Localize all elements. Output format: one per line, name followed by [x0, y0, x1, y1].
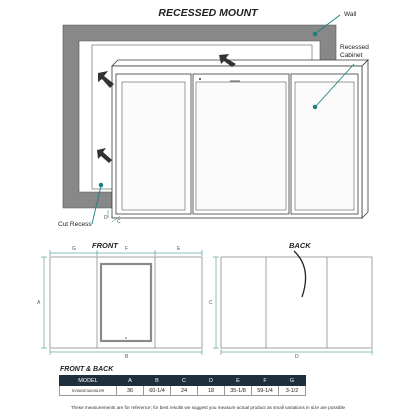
front-dim-e: E [177, 246, 181, 252]
table-heading: FRONT & BACK [60, 366, 114, 373]
table-cell-model: SV3MGE3624SLRR [60, 386, 117, 396]
table-header-cell: C [171, 376, 198, 386]
table-cell: 3-1/2 [279, 386, 306, 396]
front-view [50, 257, 202, 348]
spec-table [59, 375, 306, 396]
table-cell: 35-1/8 [225, 386, 252, 396]
front-dim-f: F [125, 246, 129, 252]
table-cell: 60-1/4 [144, 386, 171, 396]
table-header-cell: MODEL [60, 376, 117, 386]
table-cell: 36 [117, 386, 144, 396]
front-view-label: FRONT [92, 241, 118, 250]
table-header-cell: A [117, 376, 144, 386]
front-dim-b: B [125, 354, 129, 360]
cut-recess-label: Cut Recess [58, 221, 92, 228]
table-cell: 24 [171, 386, 198, 396]
callout-dot-icon [313, 32, 317, 36]
wall-label: Wall [344, 11, 357, 18]
table-row [60, 386, 306, 396]
table-header-cell: G [279, 376, 306, 386]
table-header-cell: D [198, 376, 225, 386]
recessed-cabinet-label: Recessed Cabinet [340, 44, 369, 59]
front-dim-a: A [37, 300, 41, 306]
back-view [221, 257, 372, 348]
table-header-cell: F [252, 376, 279, 386]
callout-dot-icon [99, 183, 103, 187]
reference-note: These measurements are for reference; for best results we suggest you measure actual product as small variations in size are possible [70, 405, 346, 410]
iso-dim-d: D [104, 215, 108, 221]
back-view-label: BACK [289, 241, 311, 250]
table-header-cell: E [225, 376, 252, 386]
table-cell: 59-1/4 [252, 386, 279, 396]
front-dim-g: G [72, 246, 76, 252]
front-mirror-frame [101, 264, 151, 341]
callout-dot-icon [313, 105, 317, 109]
table-cell: 18 [198, 386, 225, 396]
page-title: RECESSED MOUNT [158, 7, 258, 19]
iso-dim-c: C [117, 219, 121, 225]
recessed-cabinet [112, 60, 368, 218]
table-header-row [60, 376, 306, 386]
table-header-cell: B [144, 376, 171, 386]
back-dim-d: D [295, 354, 299, 360]
back-dim-c: C [209, 300, 213, 306]
